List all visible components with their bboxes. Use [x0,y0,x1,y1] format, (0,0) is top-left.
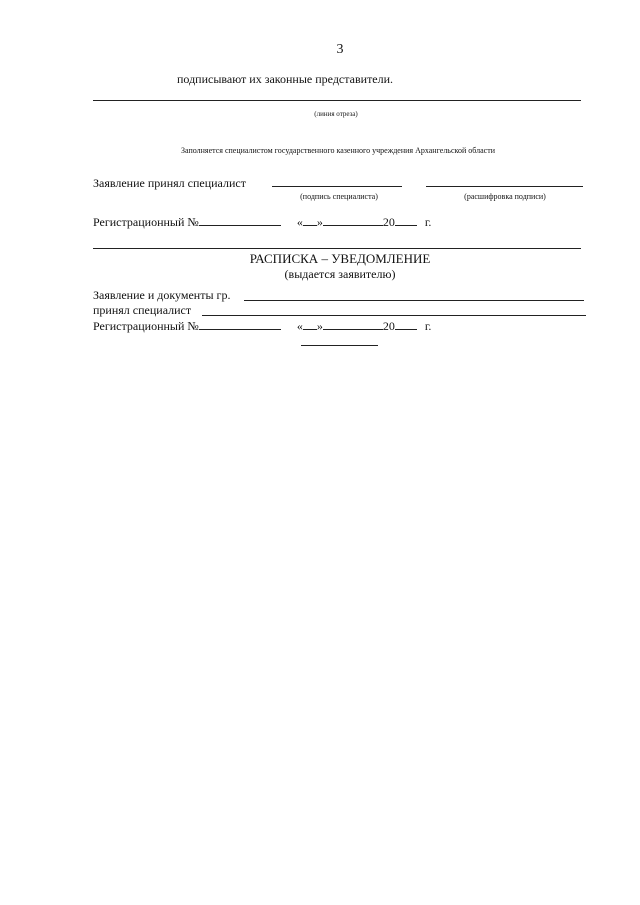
cut-line-label: (линия отреза) [314,110,358,118]
receipt-registration-number-blank [199,318,281,330]
date-quote-close: » [316,215,323,229]
signature-decoding-line [426,186,583,187]
cut-line [93,100,581,101]
applicant-name-line [244,300,584,301]
receipt-year-suffix: г. [424,319,432,333]
accepted-by-specialist-label: Заявление принял специалист [93,176,246,190]
registration-label: Регистрационный № [93,215,199,229]
receipt-date-month-blank [323,318,383,330]
specialist-signature-line [272,186,402,187]
receipt-date-quote-open: « [296,319,303,333]
specialist-note: Заполняется специалистом государственного казенного учреждения Архангельской области [180,146,496,155]
receipt-title: РАСПИСКА – УВЕДОМЛЕНИЕ [249,251,431,266]
continuation-text: подписывают их законные представители. [177,72,394,86]
receipt-date-day-blank [303,318,317,330]
date-day-blank [303,214,317,226]
year-blank [395,214,417,226]
year-prefix: 20 [382,215,395,229]
receipt-registration-label: Регистрационный № [93,319,199,333]
receipt-date-quote-close: » [316,319,323,333]
date-month-blank [323,214,383,226]
receipt-accepted-label: принял специалист [93,303,192,317]
page-number: 3 [336,42,344,57]
registration-row [93,214,431,230]
receipt-year-blank [395,318,417,330]
specialist-signature-caption: (подпись специалиста) [300,192,378,201]
receipt-docs-label: Заявление и документы гр. [93,288,231,302]
receipt-registration-row [93,318,431,334]
signature-decoding-caption: (расшифровка подписи) [464,192,546,201]
receipt-year-prefix: 20 [382,319,395,333]
receipt-subtitle: (выдается заявителю) [284,267,396,281]
registration-number-blank [199,214,281,226]
year-suffix: г. [424,215,432,229]
receipt-specialist-line [202,315,586,316]
date-quote-open: « [296,215,303,229]
end-of-document-mark [301,345,378,346]
section-divider [93,248,581,249]
